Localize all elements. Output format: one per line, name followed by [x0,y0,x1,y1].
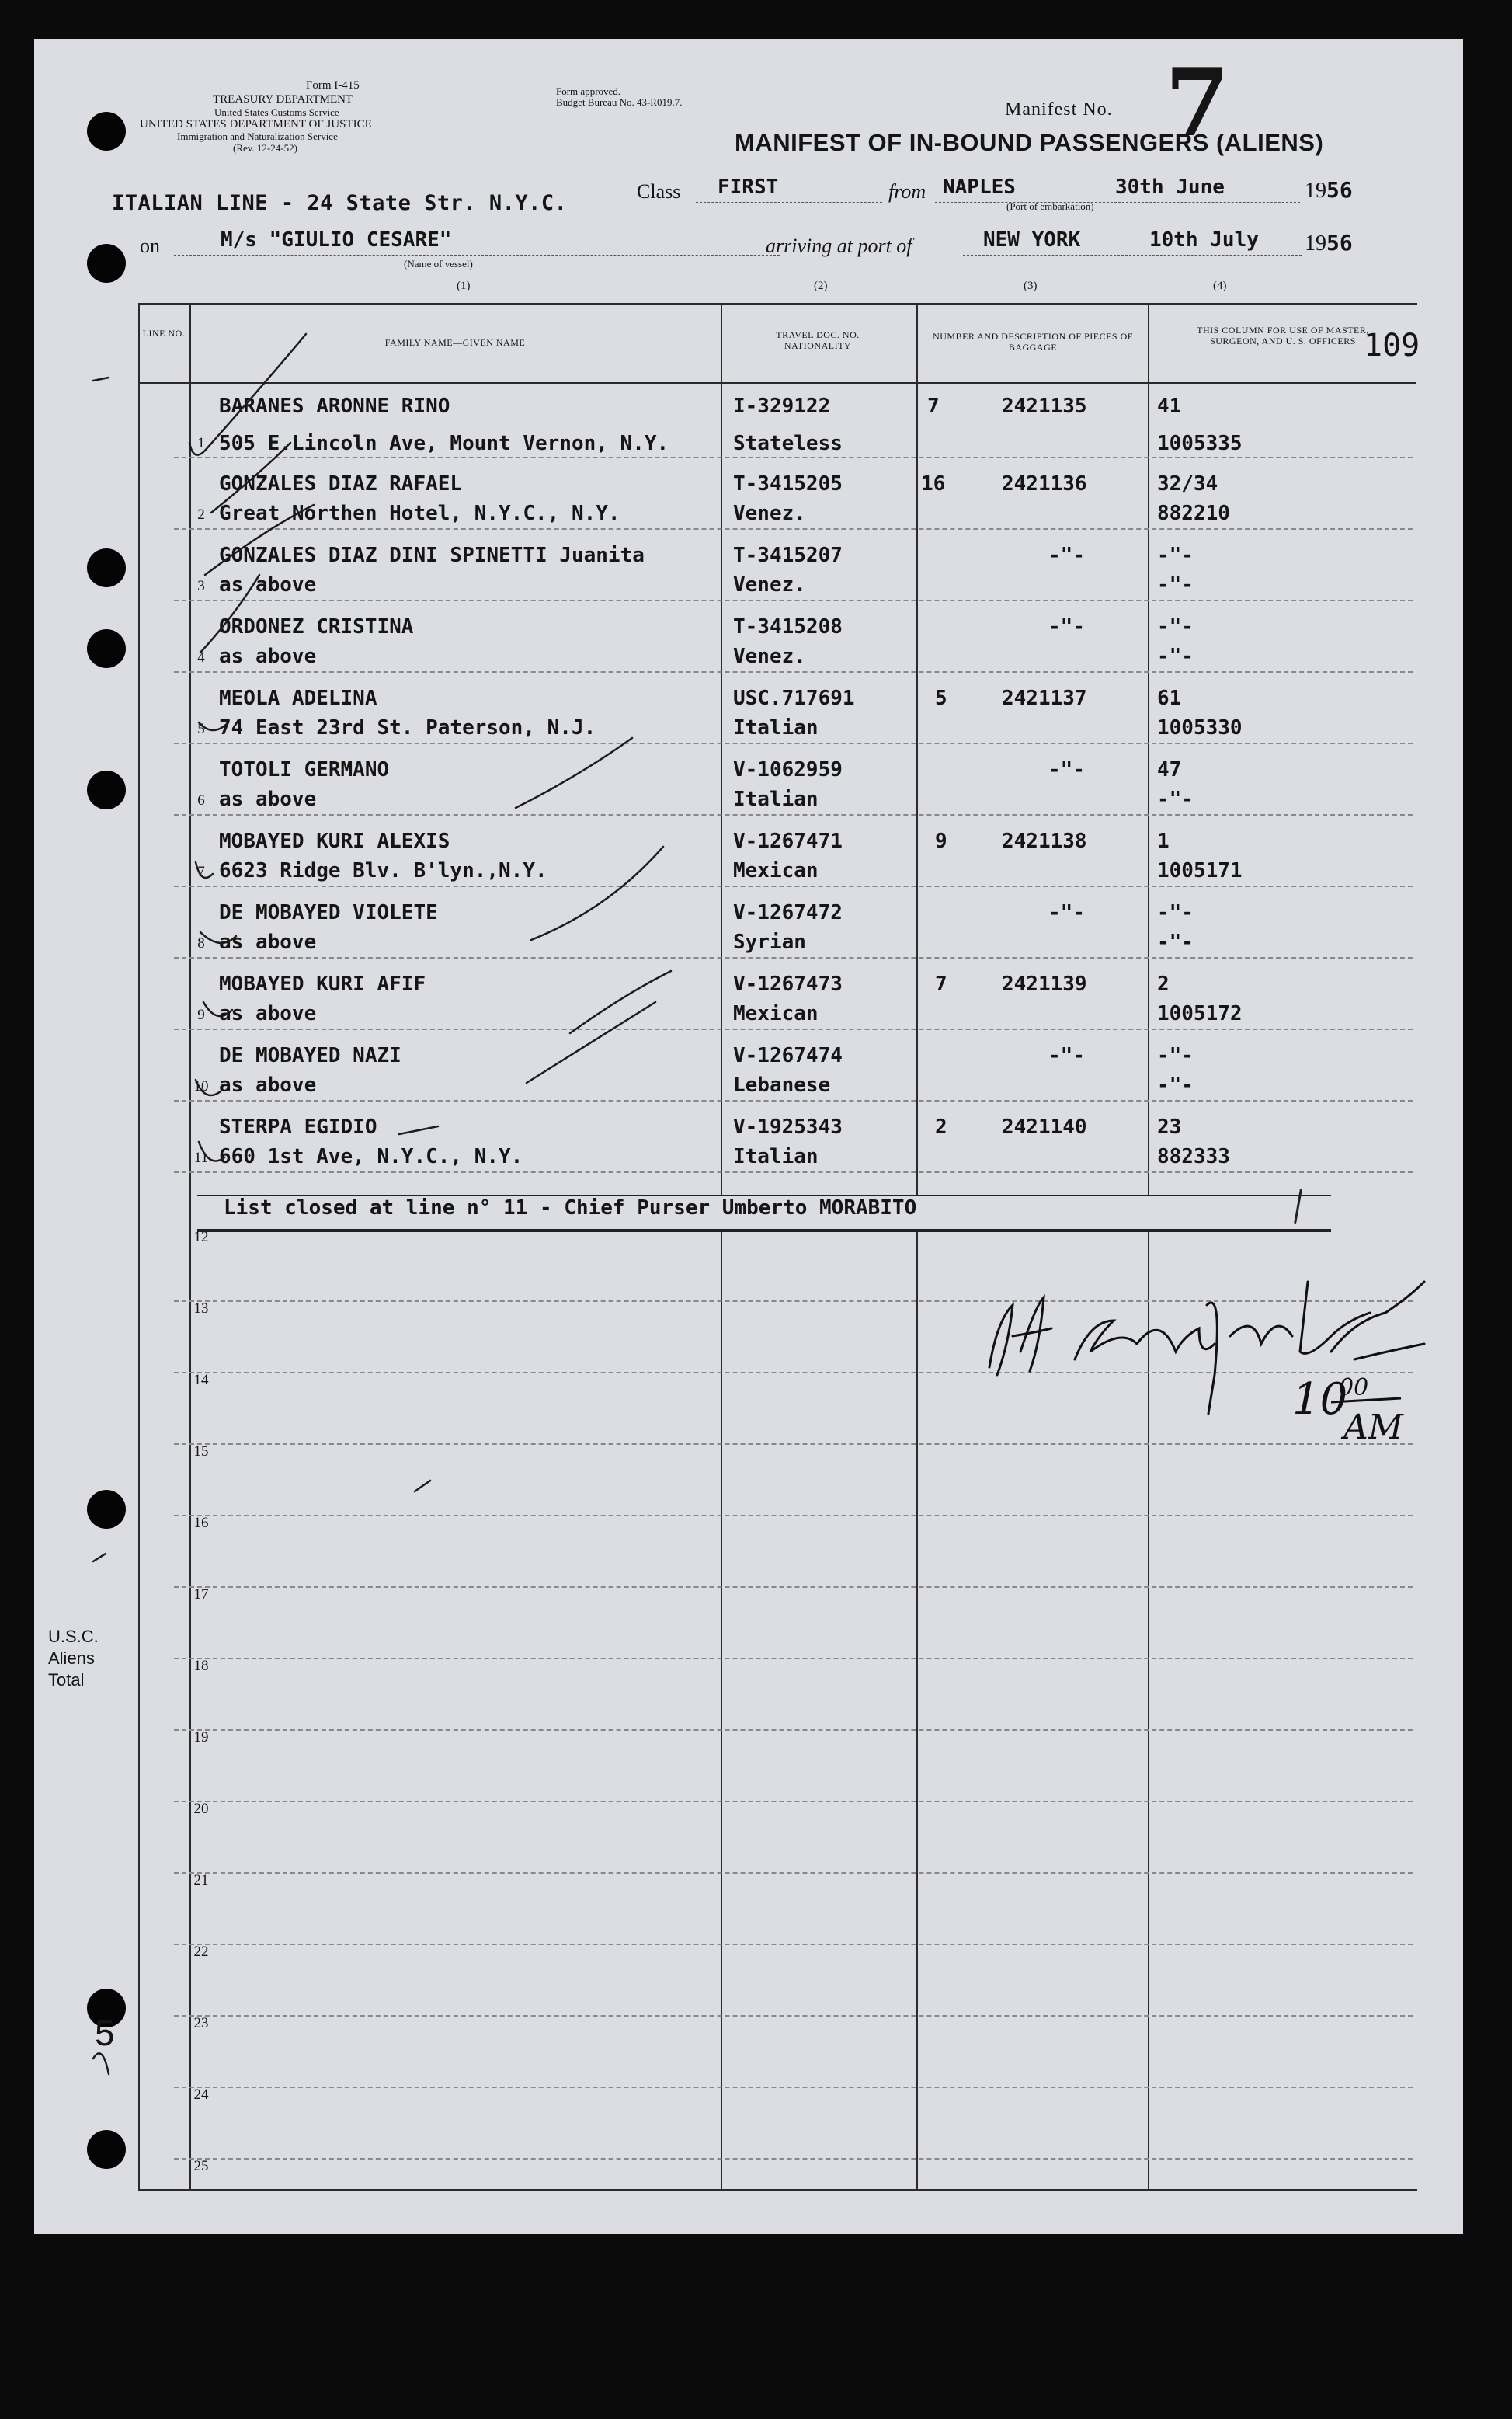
line-number: 25 [193,2158,209,2174]
baggage-pieces: 16 [921,472,946,496]
column-index-4: (4) [1213,280,1227,292]
line-number: 9 [197,1007,205,1023]
passenger-address: as above [219,573,317,597]
shipping-line: ITALIAN LINE - 24 State Str. N.Y.C. [112,191,568,215]
column-index-1: (1) [457,280,471,292]
travel-doc-number: T-3415208 [733,615,843,639]
line-number: 3 [197,578,205,594]
travel-doc-number: USC.717691 [733,687,855,710]
passenger-address: as above [219,645,317,668]
handwritten-check-marks [34,39,1463,2234]
ins-service: Immigration and Naturalization Service [177,131,338,142]
baggage-pieces: 5 [935,687,947,710]
line-number: 12 [193,1229,209,1245]
line-number: 24 [193,2087,209,2103]
officer-number: 1005172 [1157,1002,1243,1025]
baggage-number: 2421137 [1002,687,1087,710]
baggage-number: 2421138 [1002,830,1087,853]
form-revision: (Rev. 12-24-52) [233,142,297,154]
travel-doc-number: T-3415207 [733,544,843,567]
officer-number: 1005330 [1157,716,1243,740]
passenger-name: DE MOBAYED VIOLETE [219,901,438,924]
manifest-title: MANIFEST OF IN-BOUND PASSENGERS (ALIENS) [735,129,1324,156]
nationality: Lebanese [733,1074,831,1097]
from-label: from [888,180,926,203]
arrival-year: 1956 [1305,230,1353,256]
line-number: 17 [193,1586,209,1603]
manifest-number: 7 [1165,48,1230,158]
officer-number: -"- [1157,645,1194,668]
passenger-name: STERPA EGIDIO [219,1116,377,1139]
officer-mark: 1 [1157,830,1170,853]
form-approved: Form approved. [556,85,621,97]
officer-mark: 2 [1157,973,1170,996]
passenger-name: ORDONEZ CRISTINA [219,615,414,639]
form-number: Form I-415 [306,79,360,92]
baggage-number: -"- [1048,1044,1085,1067]
line-number: 4 [197,649,205,666]
line-number: 22 [193,1944,209,1960]
margin-note-total: Total [48,1670,85,1690]
travel-doc-number: V-1925343 [733,1116,843,1139]
list-closed-note: List closed at line n° 11 - Chief Purser Umberto MORABITO [224,1196,917,1220]
line-number: 6 [197,792,205,809]
arrival-date: 10th July [1149,228,1259,252]
officer-mark: -"- [1157,615,1194,639]
baggage-pieces: 9 [935,830,947,853]
on-label: on [140,235,160,257]
officer-number: 1005171 [1157,859,1243,882]
officer-mark: -"- [1157,1044,1194,1067]
baggage-number: -"- [1048,544,1085,567]
passenger-address: as above [219,1002,317,1025]
nationality: Syrian [733,931,806,954]
nationality: Venez. [733,502,806,525]
nationality: Italian [733,716,819,740]
manifest-sheet [34,39,1463,2234]
department-of-justice: UNITED STATES DEPARTMENT OF JUSTICE [140,118,372,131]
baggage-number: -"- [1048,901,1085,924]
baggage-number: -"- [1048,615,1085,639]
officer-mark: 41 [1157,395,1182,418]
header-officers: THIS COLUMN FOR USE OF MASTER, SURGEON, AND U. S. OFFICERS [1197,325,1369,346]
nationality: Italian [733,1145,819,1168]
officer-mark: -"- [1157,544,1194,567]
nationality: Italian [733,788,819,811]
passenger-address: as above [219,1074,317,1097]
baggage-number: -"- [1048,758,1085,781]
line-number: 5 [197,721,205,737]
class-label: Class [637,180,681,203]
officer-number: -"- [1157,573,1194,597]
travel-doc-number: V-1267474 [733,1044,843,1067]
column-index-3: (3) [1024,280,1038,292]
passenger-address: 660 1st Ave, N.Y.C., N.Y. [219,1145,523,1168]
arrival-port: NEW YORK [983,228,1081,252]
line-number: 19 [193,1729,209,1746]
header-travel-doc: TRAVEL DOC. NO. NATIONALITY [776,329,860,351]
header-name: FAMILY NAME—GIVEN NAME [384,337,526,348]
header-baggage: NUMBER AND DESCRIPTION OF PIECES OF BAGGAGE [933,331,1133,353]
line-number: 2 [197,506,205,523]
passenger-name: MOBAYED KURI AFIF [219,973,426,996]
line-number: 13 [193,1300,209,1317]
travel-doc-number: V-1267473 [733,973,843,996]
departure-date: 30th June [1115,176,1225,199]
line-number: 8 [197,935,205,952]
nationality: Venez. [733,645,806,668]
officer-number: 1005335 [1157,432,1243,455]
departure-year: 1956 [1305,177,1353,203]
svg-text:00: 00 [1339,1374,1369,1401]
page-number: 109 [1364,328,1420,364]
baggage-pieces: 2 [935,1116,947,1139]
nationality: Mexican [733,1002,819,1025]
line-number: 18 [193,1658,209,1674]
treasury-department: TREASURY DEPARTMENT [213,93,353,106]
passenger-name: DE MOBAYED NAZI [219,1044,401,1067]
manifest-no-label: Manifest No. [1005,99,1113,120]
baggage-pieces: 7 [927,395,940,418]
margin-digit: 5 [95,2013,115,2053]
nationality: Venez. [733,573,806,597]
officer-number: 882210 [1157,502,1230,525]
passenger-address: Great Northen Hotel, N.Y.C., N.Y. [219,502,620,525]
vessel-name-note: (Name of vessel) [404,258,473,270]
line-number: 21 [193,1872,209,1888]
nationality: Stateless [733,432,843,455]
passenger-address: as above [219,788,317,811]
svg-text:10: 10 [1292,1374,1348,1425]
passenger-name: GONZALES DIAZ DINI SPINETTI Juanita [219,544,645,567]
port-of-embarkation-note: (Port of embarkation) [1006,200,1094,212]
officer-mark: 32/34 [1157,472,1218,496]
officer-mark: 61 [1157,687,1182,710]
baggage-number: 2421139 [1002,973,1087,996]
passenger-name: TOTOLI GERMANO [219,758,390,781]
line-number: 7 [197,864,205,880]
officer-mark: 23 [1157,1116,1182,1139]
travel-doc-number: T-3415205 [733,472,843,496]
baggage-pieces: 7 [935,973,947,996]
travel-doc-number: V-1062959 [733,758,843,781]
baggage-number: 2421135 [1002,395,1087,418]
travel-doc-number: V-1267472 [733,901,843,924]
officer-mark: -"- [1157,901,1194,924]
baggage-number: 2421140 [1002,1116,1087,1139]
officer-mark: 47 [1157,758,1182,781]
line-number: 14 [193,1372,209,1388]
svg-text:AM: AM [1343,1408,1403,1447]
from-port: NAPLES [943,176,1016,199]
budget-bureau: Budget Bureau No. 43-R019.7. [556,96,683,108]
vessel-name: M/s "GIULIO CESARE" [221,228,452,252]
line-number: 10 [193,1078,209,1095]
line-number: 16 [193,1515,209,1531]
passenger-name: GONZALES DIAZ RAFAEL [219,472,463,496]
travel-doc-number: I-329122 [733,395,831,418]
passenger-name: MEOLA ADELINA [219,687,377,710]
margin-note-usc: U.S.C. [48,1627,99,1646]
officer-number: -"- [1157,788,1194,811]
class-value: FIRST [718,176,779,199]
travel-doc-number: V-1267471 [733,830,843,853]
passenger-address: as above [219,931,317,954]
passenger-address: 505 E.Lincoln Ave, Mount Vernon, N.Y. [219,432,669,455]
baggage-number: 2421136 [1002,472,1087,496]
officer-number: 882333 [1157,1145,1230,1168]
customs-service: United States Customs Service [214,106,339,118]
header-line-no: LINE NO. [142,328,186,339]
arriving-label: arriving at port of [766,235,912,257]
margin-note-aliens: Aliens [48,1648,95,1668]
passenger-address: 6623 Ridge Blv. B'lyn.,N.Y. [219,859,547,882]
passenger-name: MOBAYED KURI ALEXIS [219,830,450,853]
line-number: 15 [193,1443,209,1460]
officer-number: -"- [1157,1074,1194,1097]
column-index-2: (2) [814,280,828,292]
nationality: Mexican [733,859,819,882]
line-number: 1 [197,435,205,451]
passenger-name: BARANES ARONNE RINO [219,395,450,418]
passenger-address: 74 East 23rd St. Paterson, N.J. [219,716,596,740]
line-number: 20 [193,1801,209,1817]
officer-number: -"- [1157,931,1194,954]
line-number: 11 [193,1150,209,1166]
line-number: 23 [193,2015,209,2031]
inspector-signature [966,1258,1463,1460]
